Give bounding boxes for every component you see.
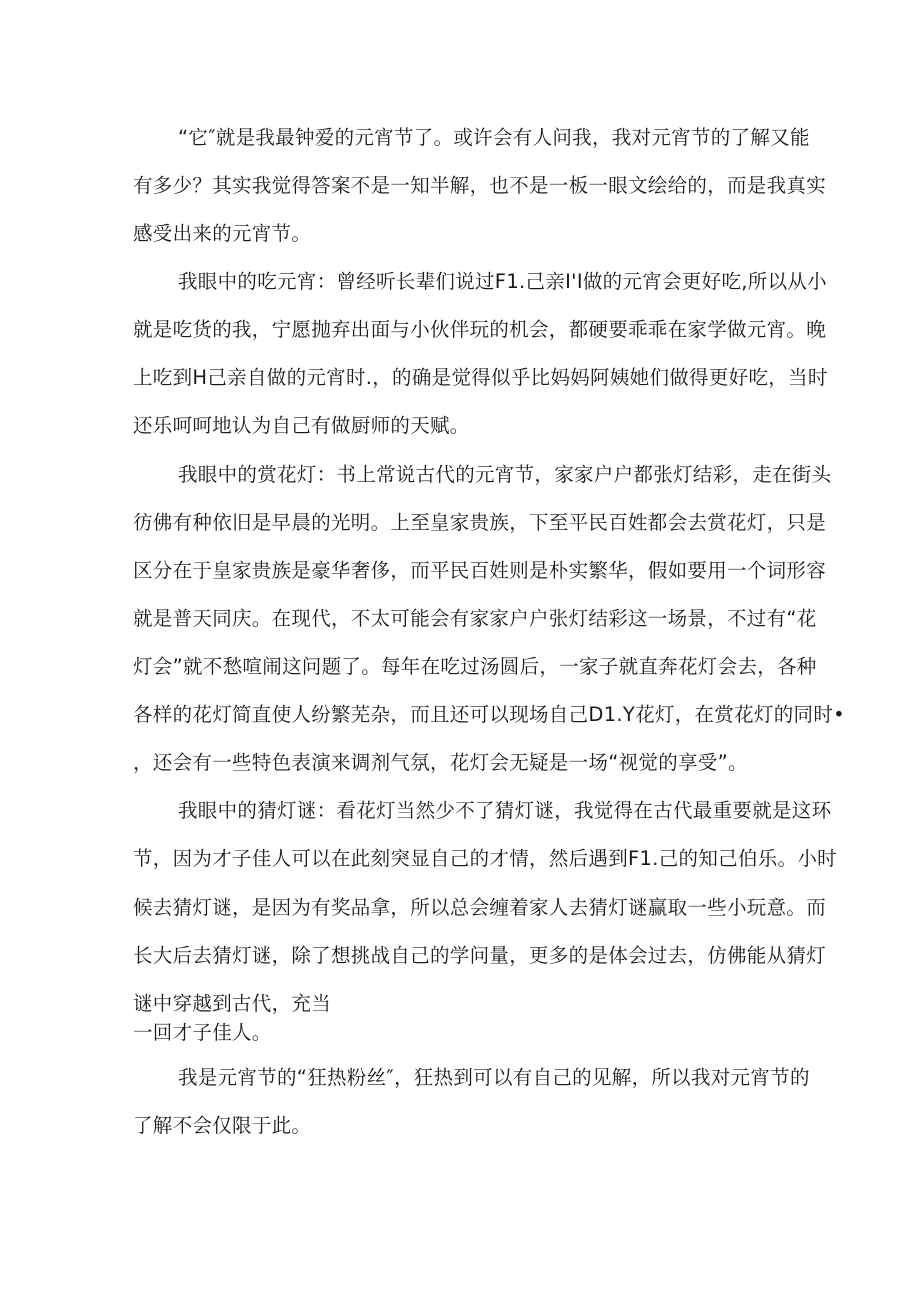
paragraph-3-line-6: 各样的花灯简直使人纷繁芜杂，而且还可以现场自己D1.Y花灯，在赏花灯的同时• [133, 703, 845, 726]
paragraph-3-line-4: 就是普天同庆。在现代，不太可能会有家家户户张灯结彩这一场景，不过有“花 [133, 607, 817, 630]
paragraph-3-line-5: 灯会”就不愁喧闹这问题了。每年在吃过汤圆后，一家子就直奔花灯会去，各种 [133, 655, 817, 678]
paragraph-1-line-2: 有多少？其实我觉得答案不是一知半解，也不是一板一眼文绘给的，而是我真实 [133, 174, 827, 197]
paragraph-2-line-3: 上吃到H己亲自做的元宵时.，的确是觉得似乎比妈妈阿姨她们做得更好吃，当时 [133, 366, 828, 389]
paragraph-4-line-6: 一回才子佳人。 [133, 1021, 272, 1044]
paragraph-4-line-1: 我眼中的猜灯谜：看花灯当然少不了猜灯谜，我觉得在古代最重要就是这环 [178, 799, 832, 822]
paragraph-4-line-4: 长大后去猜灯谜，除了想挑战自己的学问量，更多的是体会过去，仿佛能从猜灯 [133, 944, 827, 967]
paragraph-1-line-1: “它″就是我最钟爱的元宵节了。或许会有人问我，我对元宵节的了解又能 [178, 126, 810, 149]
paragraph-1-line-3: 感受出来的元宵节。 [133, 222, 312, 245]
paragraph-3-line-1: 我眼中的赏花灯：书上常说古代的元宵节，家家户户都张灯结彩，走在街头 [178, 463, 832, 486]
paragraph-4-line-2: 节，因为才子佳人可以在此刻突显自己的才情，然后遇到F1.己的知己伯乐。小时 [133, 847, 837, 870]
paragraph-5-line-2: 了解不会仅限于此。 [133, 1114, 312, 1137]
paragraph-5-line-1: 我是元宵节的“狂热粉丝″，狂热到可以有自己的见解，所以我对元宵节的 [178, 1066, 810, 1089]
paragraph-3-line-2: 彷佛有种依旧是早晨的光明。上至皇家贵族，下至平民百姓都会去赏花灯，只是 [133, 511, 827, 534]
paragraph-4-line-3: 候去猜灯谜，是因为有奖品拿，所以总会缠着家人去猜灯谜赢取一些小玩意。而 [133, 896, 827, 919]
paragraph-4-line-5: 谜中穿越到古代，充当 [133, 992, 332, 1015]
paragraph-3-line-7: ，还会有一些特色表演来调剂气氛，花灯会无疑是一场“视觉的享受”。 [133, 751, 748, 774]
paragraph-2-line-4: 还乐呵呵地认为自己有做厨师的天赋。 [133, 414, 470, 437]
paragraph-3-line-3: 区分在于皇家贵族是豪华奢侈，而平民百姓则是朴实繁华，假如要用一个词形容 [133, 559, 827, 582]
paragraph-2-line-1: 我眼中的吃元宵：曾经听长辈们说过F1.己亲I'I做的元宵会更好吃,所以从小 [178, 270, 827, 293]
paragraph-2-line-2: 就是吃货的我，宁愿抛弃出面与小伙伴玩的机会，都硬要乖乖在家学做元宵。晚 [133, 318, 827, 341]
